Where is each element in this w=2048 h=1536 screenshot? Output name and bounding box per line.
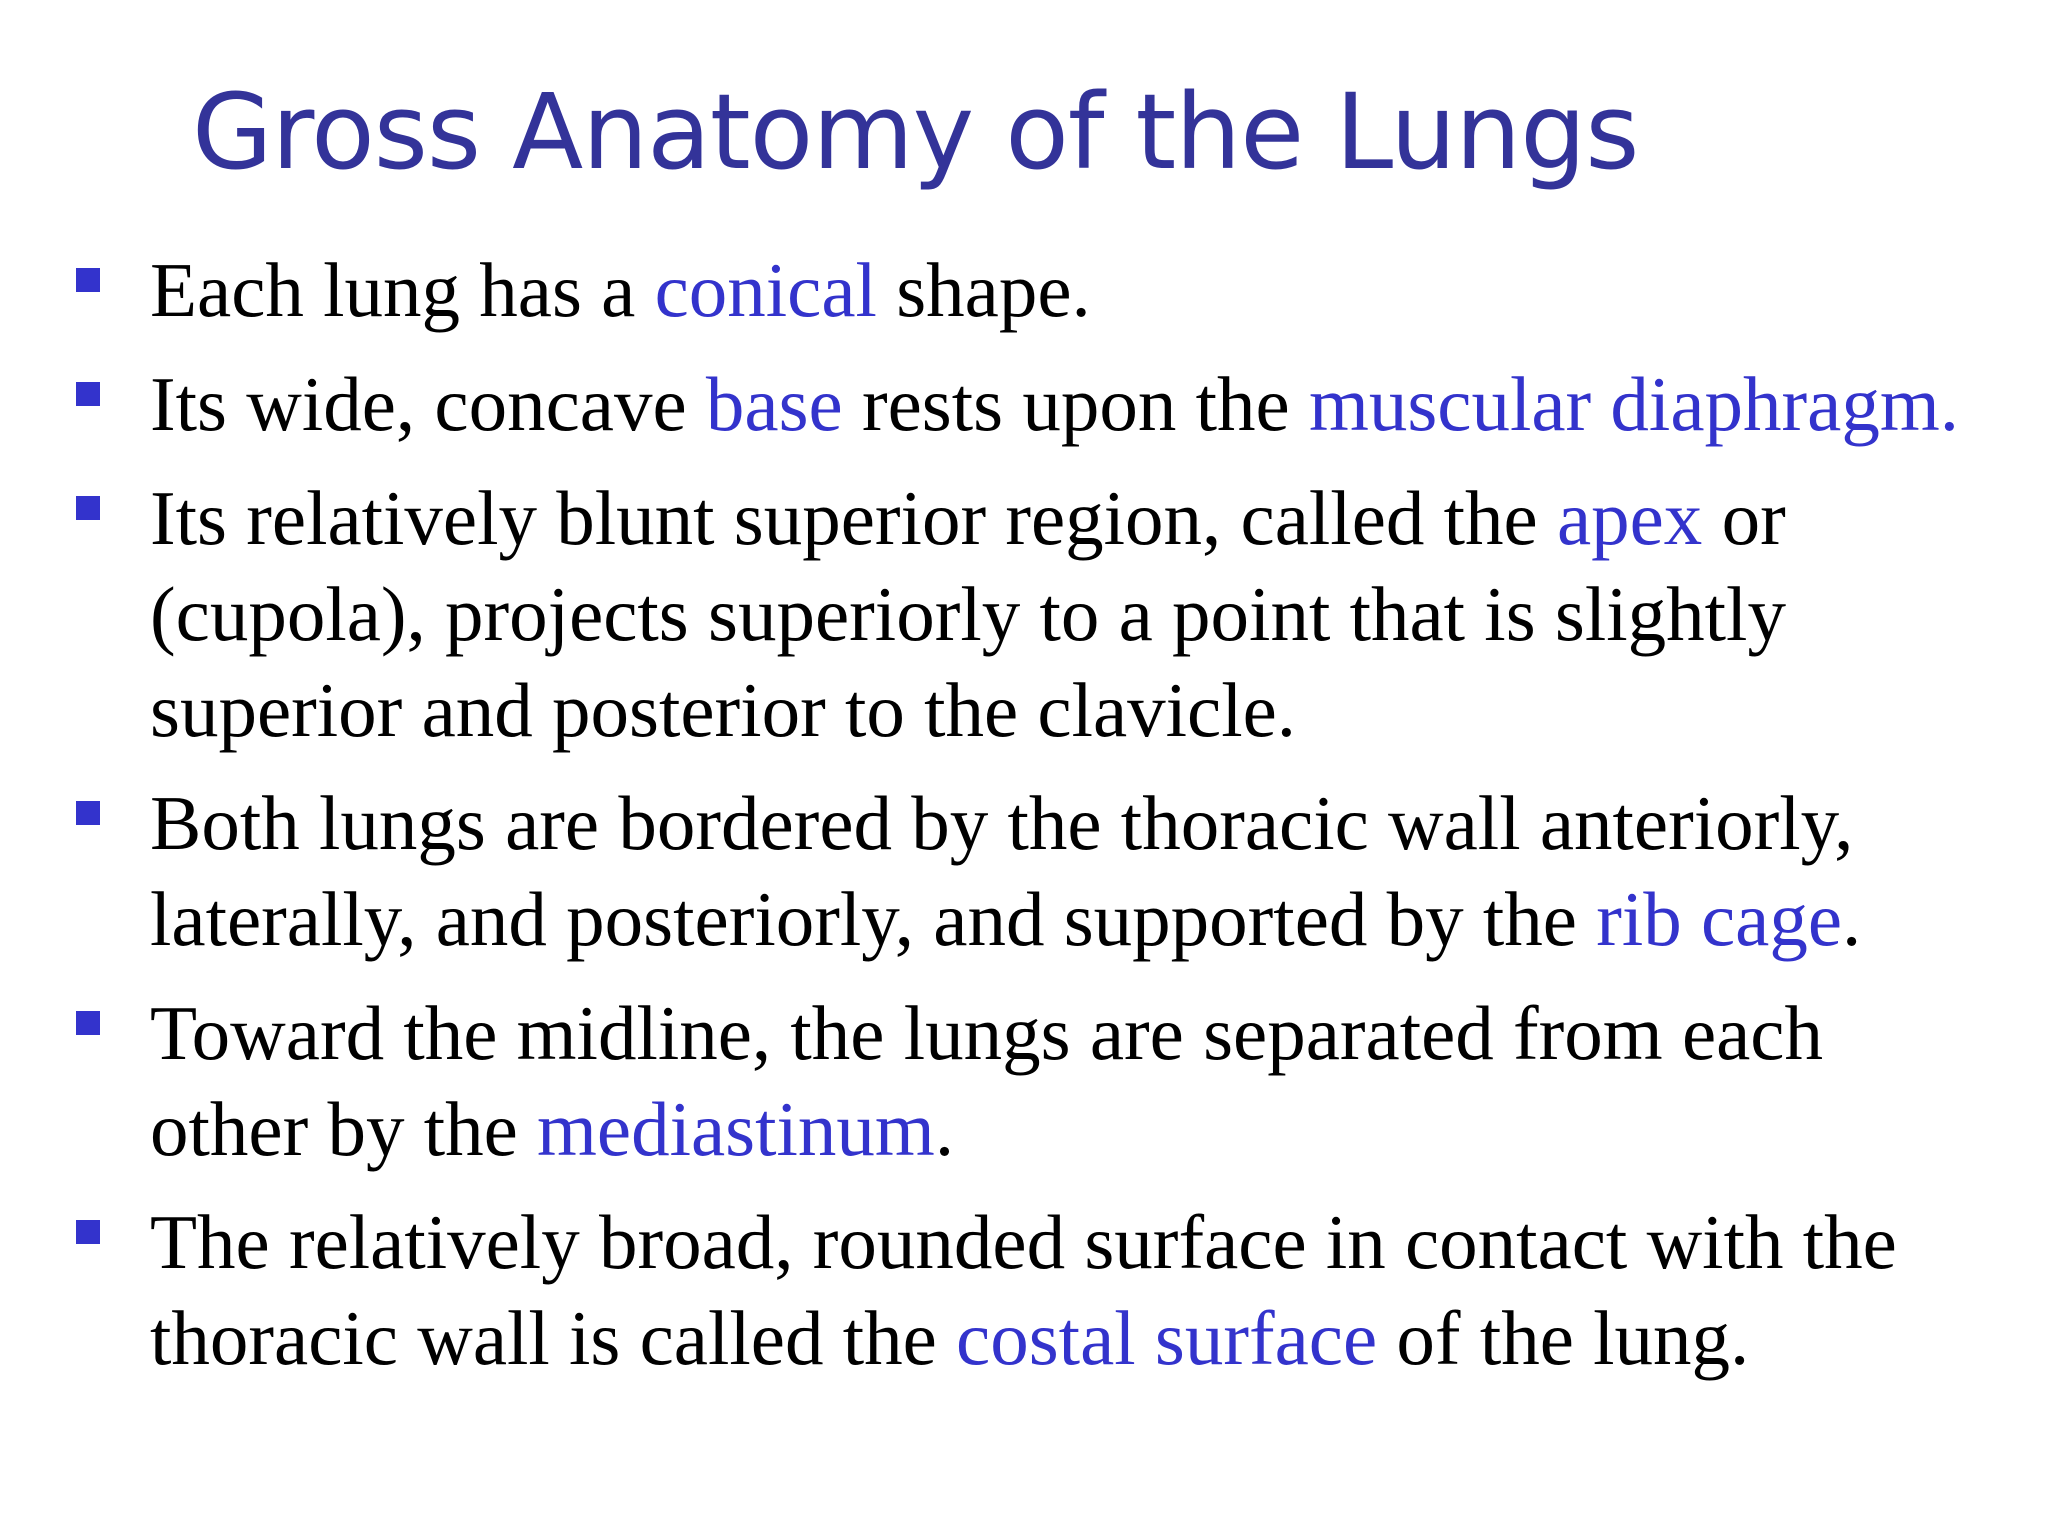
term-mediastinum: mediastinum — [537, 1086, 935, 1172]
bullet-text — [150, 985, 2030, 1177]
square-bullet-icon — [76, 1220, 100, 1244]
text-segment: Its relatively blunt superior region, called the — [150, 475, 1557, 561]
bullet-line — [150, 1290, 2030, 1386]
text-segment: or — [1702, 475, 1786, 561]
term-rib-cage: rib cage — [1596, 876, 1843, 962]
bullet-text — [150, 775, 2030, 967]
bullet-line — [150, 470, 2030, 566]
term-conical: conical — [654, 247, 877, 333]
text-segment: shape. — [876, 247, 1091, 333]
bullet-line: The relatively broad, rounded surface in contact with the — [150, 1199, 1897, 1285]
text-segment: thoracic wall is called the — [150, 1295, 957, 1381]
text-segment: rests upon the — [842, 361, 1309, 447]
bullet-text — [150, 470, 2030, 758]
term-costal-surface: costal surface — [956, 1295, 1378, 1381]
bullet-text — [150, 356, 2030, 452]
term-apex: apex — [1556, 475, 1703, 561]
bullet-line: superior and posterior to the clavicle. — [150, 667, 1297, 753]
term-base: base — [705, 361, 843, 447]
bullet-line: (cupola), projects superiorly to a point that is slightly — [150, 571, 1786, 657]
bullet-text — [150, 1194, 2030, 1386]
bullet-line: Both lungs are bordered by the thoracic wall anteriorly, — [150, 780, 1854, 866]
term-muscular-diaphragm: muscular diaphragm. — [1308, 361, 1959, 447]
text-segment: Its wide, concave — [150, 361, 706, 447]
bullet-text — [150, 242, 2030, 338]
text-segment: . — [934, 1086, 955, 1172]
square-bullet-icon — [76, 268, 100, 292]
text-segment: Each lung has a — [150, 247, 655, 333]
bullet-line — [150, 871, 2030, 967]
bullet-line — [150, 242, 2030, 338]
text-segment: laterally, and posteriorly, and supported by the — [150, 876, 1597, 962]
square-bullet-icon — [76, 1011, 100, 1035]
bullet-line — [150, 1081, 2030, 1177]
square-bullet-icon — [76, 496, 100, 520]
square-bullet-icon — [76, 382, 100, 406]
bullet-line — [150, 356, 2030, 452]
square-bullet-icon — [76, 801, 100, 825]
text-segment: . — [1842, 876, 1862, 962]
slide-title: Gross Anatomy of the Lungs — [192, 71, 1639, 193]
text-segment: other by the — [150, 1086, 538, 1172]
bullet-line: Toward the midline, the lungs are separated from each — [150, 990, 1823, 1076]
text-segment: of the lung. — [1377, 1295, 1750, 1381]
